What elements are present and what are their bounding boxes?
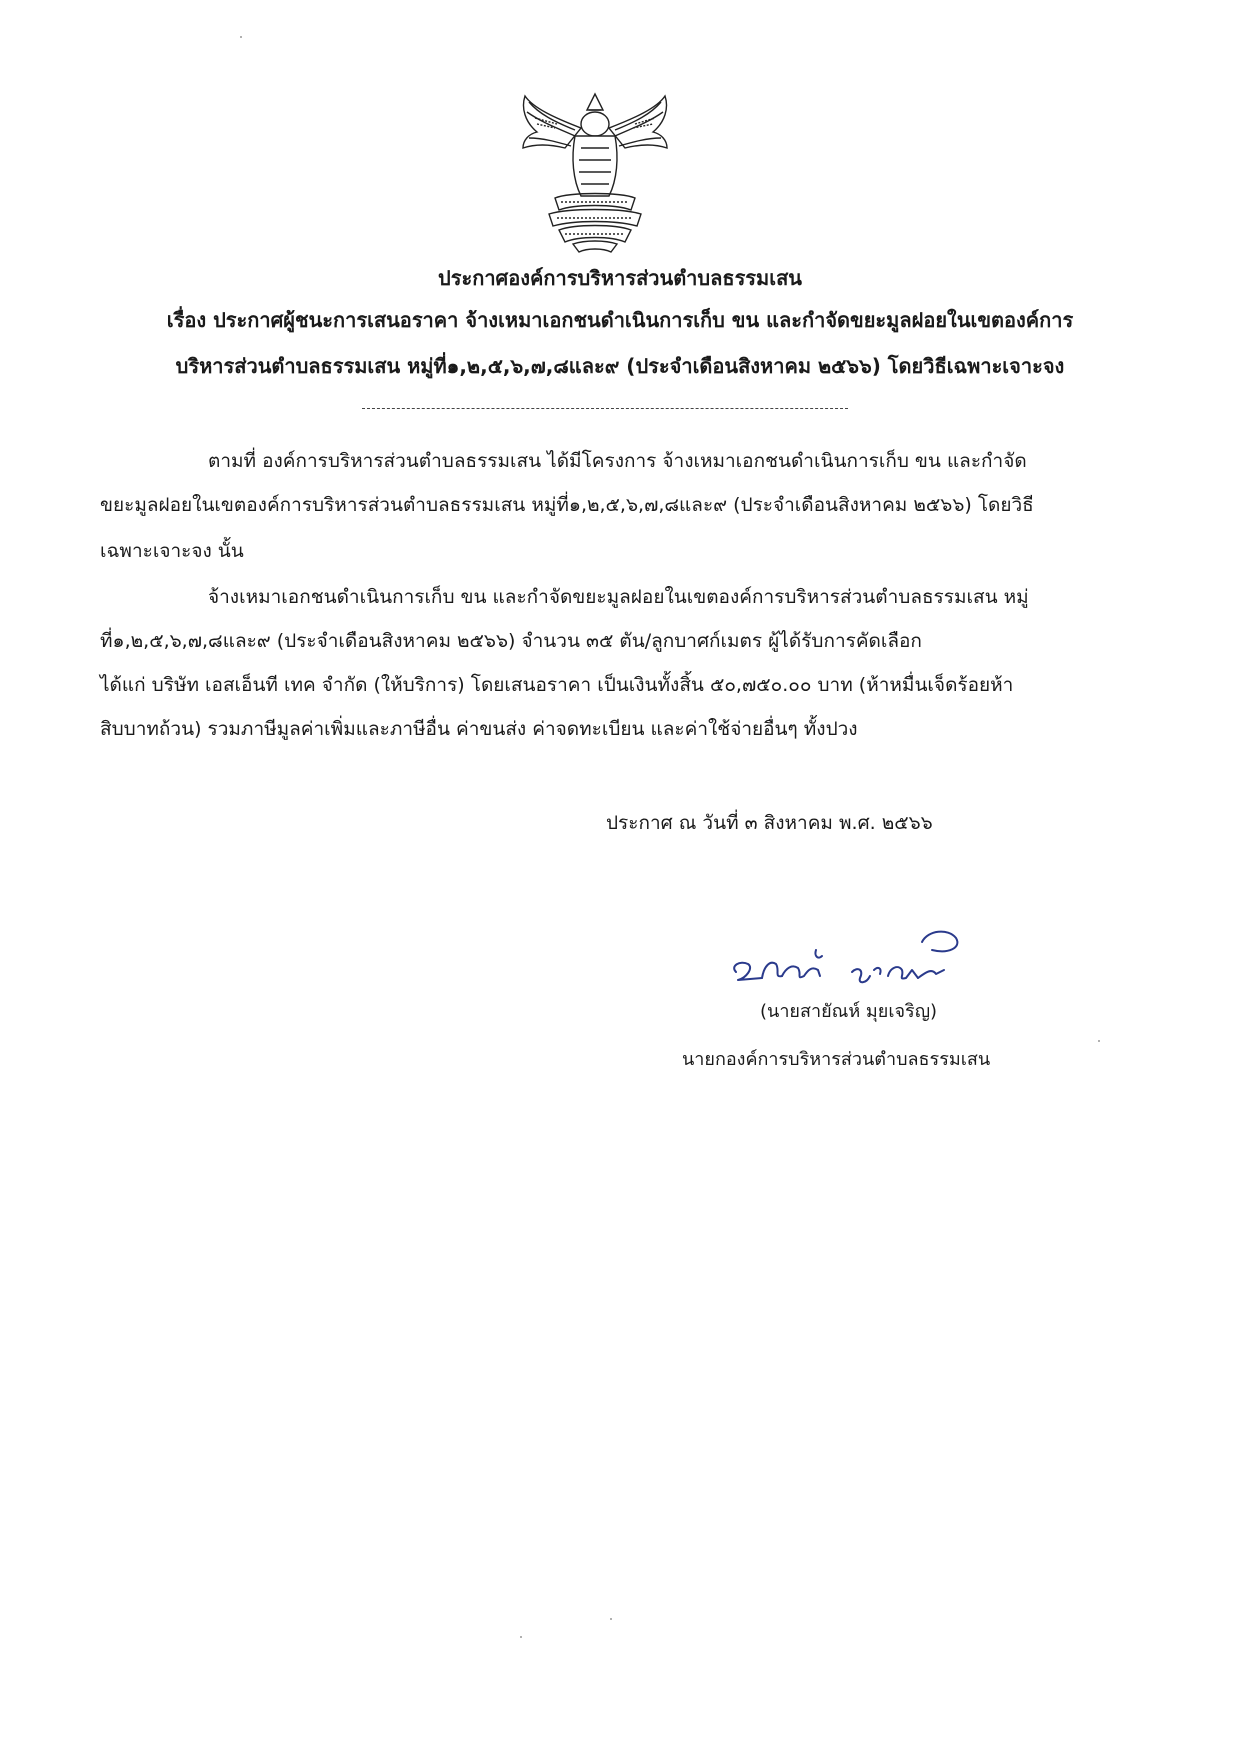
body-line: จ้างเหมาเอกชนดำเนินการเก็บ ขน และกำจัดขยะมูลฝอยในเขตองค์การบริหารส่วนตำบลธรรมเสน หมู่ [208, 586, 1029, 608]
scan-speck [240, 36, 242, 38]
body-line: ขยะมูลฝอยในเขตองค์การบริหารส่วนตำบลธรรมเสน หมู่ที่๑,๒,๕,๖,๗,๘และ๙ (ประจำเดือนสิงหาคม ๒๕๖๖) โดยวิธี [100, 494, 1034, 516]
scan-speck [610, 1618, 612, 1620]
garuda-emblem-icon [515, 88, 675, 258]
body-line: สิบบาทถ้วน) รวมภาษีมูลค่าเพิ่มและภาษีอื่น ค่าขนส่ง ค่าจดทะเบียน และค่าใช้จ่ายอื่นๆ ทั้งปวง [100, 718, 858, 740]
signer-title: นายกองค์การบริหารส่วนตำบลธรรมเสน [682, 1049, 991, 1070]
subject-line-2: บริหารส่วนตำบลธรรมเสน หมู่ที่๑,๒,๕,๖,๗,๘และ๙ (ประจำเดือนสิงหาคม ๒๕๖๖) โดยวิธีเฉพาะเจาะจง [175, 354, 1065, 378]
scan-speck [520, 1636, 522, 1638]
scan-speck [1098, 1040, 1100, 1042]
body-line: ตามที่ องค์การบริหารส่วนตำบลธรรมเสน ได้มีโครงการ จ้างเหมาเอกชนดำเนินการเก็บ ขน และกำจัด [208, 450, 1027, 472]
signer-name: (นายสายัณห์ มุยเจริญ) [760, 1001, 938, 1022]
signature [722, 920, 1002, 1000]
body-line: เฉพาะเจาะจง นั้น [100, 540, 244, 562]
body-line: ที่๑,๒,๕,๖,๗,๘และ๙ (ประจำเดือนสิงหาคม ๒๕๖๖) จำนวน ๓๕ ตัน/ลูกบาศก์เมตร ผู้ได้รับการคัดเลือก [100, 630, 922, 652]
divider [362, 408, 848, 409]
announcement-date: ประกาศ ณ วันที่ ๓ สิงหาคม พ.ศ. ๒๕๖๖ [606, 812, 933, 834]
subject-line-1: เรื่อง ประกาศผู้ชนะการเสนอราคา จ้างเหมาเอกชนดำเนินการเก็บ ขน และกำจัดขยะมูลฝอยในเขตองค์การ [166, 308, 1074, 332]
body-line: ได้แก่ บริษัท เอสเอ็นที เทค จำกัด (ให้บริการ) โดยเสนอราคา เป็นเงินทั้งสิ้น ๕๐,๗๕๐.๐๐ บาท (ห้าหมื่นเจ็ดร้อยห้า [100, 674, 1014, 696]
announcement-heading: ประกาศองค์การบริหารส่วนตำบลธรรมเสน [438, 266, 802, 290]
